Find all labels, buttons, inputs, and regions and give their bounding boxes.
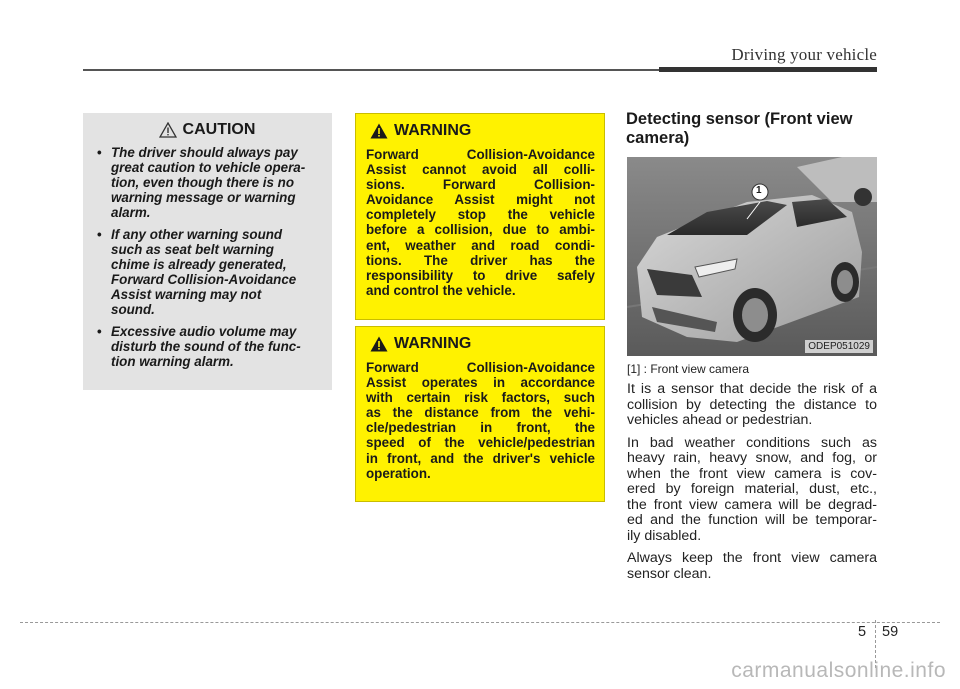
caution-heading-text: CAUTION: [182, 121, 256, 138]
warning-heading-text: WARNING: [394, 335, 472, 352]
caution-list: [91, 145, 323, 369]
warning-triangle-icon: [370, 336, 388, 352]
chapter-number: 5: [858, 624, 867, 640]
warning-heading-text: WARNING: [394, 122, 472, 139]
caution-triangle-icon: [159, 122, 177, 138]
warning-heading: [370, 335, 595, 353]
header-rule-accent: [659, 67, 877, 72]
figure-code: ODEP051029: [805, 340, 873, 353]
warning-text: Forward Collision-Avoidance Assist operates in accordance with certain risk factors, such as the distance from the vehi- cle/pedestrian in front, the speed of the vehicle/pedestrian in front, and the driver's vehicle operation.: [366, 360, 595, 481]
caution-item: • If any other warning sound such as seat belt warning chime is already generated, Forward Collision-Avoidance Assist warning may not sound.: [97, 227, 297, 317]
figure-callout: 1: [756, 185, 762, 196]
warning-text: Forward Collision-Avoidance Assist cannot avoid all colli- sions. Forward Collision- Avoidance Assist might not completely stop the vehicle before a collision, due to ambi- ent, weather and road condi- tions. The driver has the responsibility to drive safely and control the vehicle.: [366, 147, 595, 298]
figure-caption: [1] : Front view camera: [627, 362, 750, 376]
body-text: [627, 382, 877, 589]
warning-box-2: [355, 326, 605, 502]
caution-heading: [91, 121, 323, 139]
warning-box-1: [355, 113, 605, 320]
paragraph: In bad weather conditions such as heavy rain, heavy snow, and fog, or when the front view camera is cov- ered by foreign material, dust, etc., the front view camera will be degrad- ed and the function will be temporar- ily disabled.: [627, 434, 877, 544]
header-rule: [83, 69, 659, 71]
car-illustration-icon: [627, 157, 877, 356]
paragraph: Always keep the front view camera sensor clean.: [627, 550, 877, 582]
footer-rule: [20, 622, 940, 623]
section-title: Driving your vehicle: [731, 45, 877, 64]
warning-heading: [370, 122, 595, 140]
warning-triangle-icon: [370, 123, 388, 139]
paragraph: It is a sensor that decide the risk of a collision by detecting the distance to vehicles ahead or pedestrian.: [627, 381, 877, 428]
caution-box: [83, 113, 332, 390]
caution-item: • The driver should always pay great caution to vehicle opera- tion, even though there is no warning message or warning alarm.: [97, 145, 306, 220]
car-camera-illustration: [627, 157, 877, 356]
section-heading: Detecting sensor (Front view camera): [626, 110, 853, 147]
page-number: 59: [882, 624, 899, 640]
caution-item: • Excessive audio volume may disturb the sound of the func- tion warning alarm.: [97, 324, 301, 369]
watermark: carmanualsonline.info: [731, 659, 946, 682]
